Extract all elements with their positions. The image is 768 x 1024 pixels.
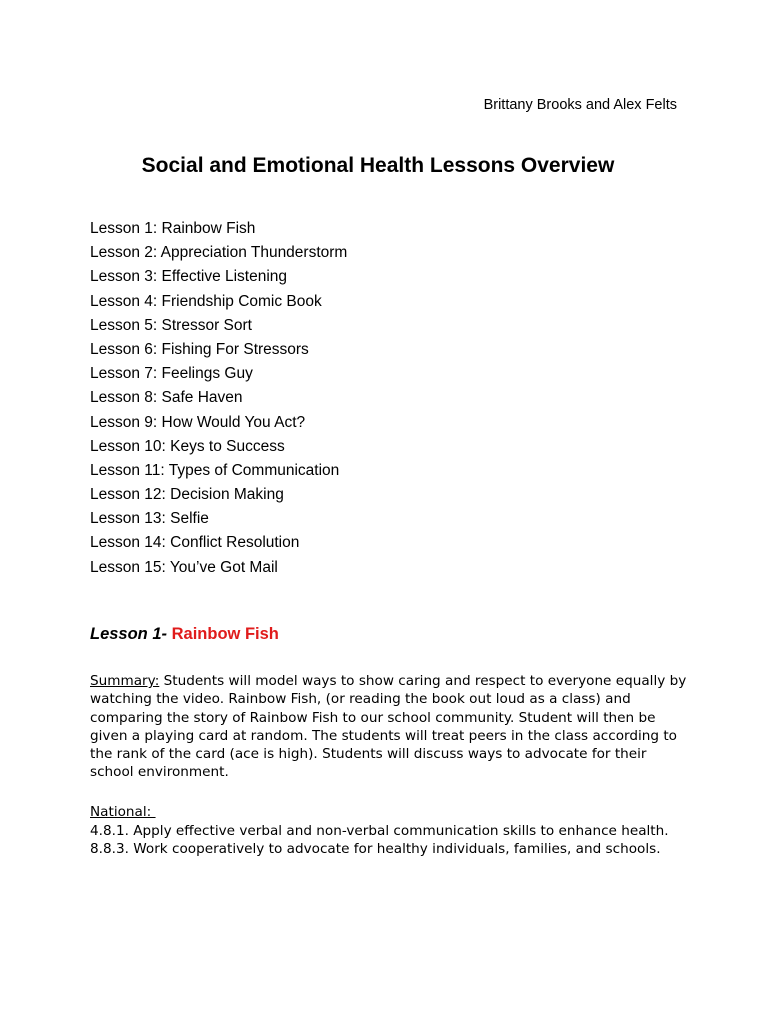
- lesson-list: [90, 217, 347, 580]
- national-standards-list: [90, 822, 690, 859]
- lesson-list-item: Lesson 13: Selfie: [90, 510, 209, 528]
- lesson-list-item: Lesson 1: Rainbow Fish: [90, 220, 256, 237]
- lesson-list-item: Lesson 9: How Would You Act?: [90, 413, 306, 431]
- lesson-1-heading-prefix: Lesson 1-: [90, 625, 172, 643]
- standard-item: 8.8.3. Work cooperatively to advocate for healthy individuals, families, and schools.: [90, 841, 661, 858]
- lesson-list-item: Lesson 2: Appreciation Thunderstorm: [90, 244, 348, 262]
- lesson-list-item: Lesson 8: Safe Haven: [90, 389, 243, 407]
- summary-label: Summary:: [90, 673, 160, 689]
- document-title: Social and Emotional Health Lessons Overview: [141, 154, 615, 177]
- lesson-list-item: Lesson 12: Decision Making: [90, 486, 284, 504]
- lesson-list-item: Lesson 4: Friendship Comic Book: [90, 292, 322, 310]
- lesson-list-item: Lesson 15: You’ve Got Mail: [90, 558, 278, 576]
- lesson-list-item: Lesson 14: Conflict Resolution: [90, 534, 300, 552]
- lesson-list-item: Lesson 11: Types of Communication: [90, 461, 340, 479]
- lesson-list-item: Lesson 6: Fishing For Stressors: [90, 340, 309, 358]
- summary-text: Students will model ways to show caring and respect to everyone equally by watching the video. Rainbow Fish, (or reading the book out loud as a class) and comparing the story of Rainbow Fish to our school community. Student will then be given a playing card at random. The students will treat peers in the class according to the rank of the card (ace is high). Students will discuss ways to advocate for their school environment.: [90, 673, 687, 781]
- standard-item: 4.8.1. Apply effective verbal and non-verbal communication skills to enhance health.: [90, 823, 669, 839]
- lesson-list-item: Lesson 7: Feelings Guy: [90, 365, 253, 383]
- lesson-1-summary: [90, 672, 690, 782]
- lesson-1-heading: [90, 622, 279, 646]
- lesson-list-item: Lesson 10: Keys to Success: [90, 437, 285, 455]
- lesson-list-item: Lesson 3: Effective Listening: [90, 268, 288, 286]
- author-names: Brittany Brooks and Alex Felts: [483, 97, 677, 113]
- lesson-1-heading-name: Rainbow Fish: [171, 625, 279, 643]
- national-standards-label: National:: [90, 804, 156, 820]
- lesson-list-item: Lesson 5: Stressor Sort: [90, 316, 252, 334]
